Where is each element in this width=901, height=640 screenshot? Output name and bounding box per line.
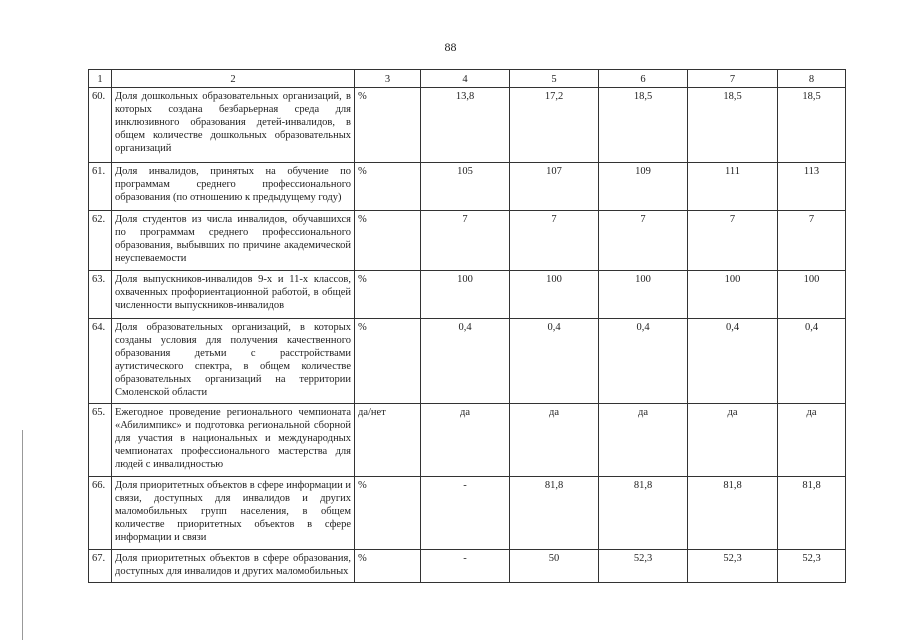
indicator-name: Доля студентов из числа инвалидов, обучавшихся по программам среднего профессионального образования, выбывших по причине академической неуспеваемости bbox=[112, 211, 355, 271]
header-cell: 2 bbox=[112, 70, 355, 88]
value-cell: 100 bbox=[778, 271, 846, 319]
unit-cell: % bbox=[355, 88, 421, 163]
value-cell: 0,4 bbox=[599, 319, 688, 404]
value-cell: 113 bbox=[778, 163, 846, 211]
value-cell: 50 bbox=[510, 550, 599, 583]
header-cell: 6 bbox=[599, 70, 688, 88]
value-cell: 18,5 bbox=[688, 88, 778, 163]
unit-cell: % bbox=[355, 211, 421, 271]
value-cell: 100 bbox=[510, 271, 599, 319]
value-cell: 52,3 bbox=[778, 550, 846, 583]
indicator-name: Доля приоритетных объектов в сфере образования, доступных для инвалидов и других маломобильных bbox=[112, 550, 355, 583]
value-cell: 111 bbox=[688, 163, 778, 211]
table-row bbox=[89, 163, 846, 211]
header-cell: 8 bbox=[778, 70, 846, 88]
header-cell: 4 bbox=[421, 70, 510, 88]
value-cell: - bbox=[421, 550, 510, 583]
indicators-table bbox=[88, 69, 846, 583]
value-cell: 7 bbox=[599, 211, 688, 271]
value-cell: 0,4 bbox=[778, 319, 846, 404]
row-number: 60. bbox=[89, 88, 112, 163]
value-cell: 100 bbox=[599, 271, 688, 319]
indicator-name: Доля приоритетных объектов в сфере информации и связи, доступных для инвалидов и других маломобильных групп населения, в общем количестве приоритетных объектов в сфере информации и связи bbox=[112, 477, 355, 550]
value-cell: 109 bbox=[599, 163, 688, 211]
value-cell: 18,5 bbox=[778, 88, 846, 163]
unit-cell: % bbox=[355, 163, 421, 211]
table-row bbox=[89, 477, 846, 550]
row-number: 63. bbox=[89, 271, 112, 319]
value-cell: да bbox=[421, 404, 510, 477]
value-cell: 100 bbox=[421, 271, 510, 319]
unit-cell: да/нет bbox=[355, 404, 421, 477]
table-header-row bbox=[89, 70, 846, 88]
value-cell: - bbox=[421, 477, 510, 550]
indicator-name: Ежегодное проведение регионального чемпионата «Абилимпикс» и подготовка региональной сборной для участия в национальных и международных чемпионатах профессионального мастерства для людей с инвалидностью bbox=[112, 404, 355, 477]
value-cell: 81,8 bbox=[688, 477, 778, 550]
unit-cell: % bbox=[355, 271, 421, 319]
value-cell: 81,8 bbox=[510, 477, 599, 550]
table-row bbox=[89, 88, 846, 163]
table-row bbox=[89, 271, 846, 319]
page-number: 88 bbox=[444, 40, 457, 54]
value-cell: 100 bbox=[688, 271, 778, 319]
value-cell: 52,3 bbox=[599, 550, 688, 583]
value-cell: да bbox=[778, 404, 846, 477]
value-cell: 7 bbox=[778, 211, 846, 271]
value-cell: 7 bbox=[510, 211, 599, 271]
value-cell: 7 bbox=[688, 211, 778, 271]
row-number: 66. bbox=[89, 477, 112, 550]
indicator-name: Доля образовательных организаций, в которых созданы условия для получения качественного образования детьми с расстройствами аутистического спектра, в общем количестве образовательных организаций на территории Смоленской области bbox=[112, 319, 355, 404]
header-cell: 1 bbox=[89, 70, 112, 88]
row-number: 62. bbox=[89, 211, 112, 271]
header-cell: 7 bbox=[688, 70, 778, 88]
row-number: 65. bbox=[89, 404, 112, 477]
header-cell: 3 bbox=[355, 70, 421, 88]
value-cell: 0,4 bbox=[688, 319, 778, 404]
table-row bbox=[89, 319, 846, 404]
value-cell: 52,3 bbox=[688, 550, 778, 583]
indicator-name: Доля дошкольных образовательных организаций, в которых создана безбарьерная среда для инклюзивного образования детей-инвалидов, в общем количестве дошкольных образовательных организаций bbox=[112, 88, 355, 163]
value-cell: 0,4 bbox=[421, 319, 510, 404]
value-cell: 105 bbox=[421, 163, 510, 211]
row-number: 61. bbox=[89, 163, 112, 211]
value-cell: 18,5 bbox=[599, 88, 688, 163]
value-cell: 7 bbox=[421, 211, 510, 271]
margin-rule bbox=[22, 430, 23, 640]
value-cell: да bbox=[510, 404, 599, 477]
unit-cell: % bbox=[355, 477, 421, 550]
table-row bbox=[89, 550, 846, 583]
value-cell: 81,8 bbox=[599, 477, 688, 550]
value-cell: 13,8 bbox=[421, 88, 510, 163]
row-number: 67. bbox=[89, 550, 112, 583]
value-cell: 107 bbox=[510, 163, 599, 211]
indicator-name: Доля выпускников-инвалидов 9-х и 11-х классов, охваченных профориентационной работой, в общей численности выпускников-инвалидов bbox=[112, 271, 355, 319]
indicator-name: Доля инвалидов, принятых на обучение по программам среднего профессионального образования (по отношению к предыдущему году) bbox=[112, 163, 355, 211]
unit-cell: % bbox=[355, 319, 421, 404]
value-cell: 81,8 bbox=[778, 477, 846, 550]
table-row bbox=[89, 211, 846, 271]
header-cell: 5 bbox=[510, 70, 599, 88]
row-number: 64. bbox=[89, 319, 112, 404]
value-cell: 17,2 bbox=[510, 88, 599, 163]
table-row bbox=[89, 404, 846, 477]
unit-cell: % bbox=[355, 550, 421, 583]
value-cell: да bbox=[688, 404, 778, 477]
value-cell: 0,4 bbox=[510, 319, 599, 404]
value-cell: да bbox=[599, 404, 688, 477]
table-body bbox=[89, 70, 846, 583]
